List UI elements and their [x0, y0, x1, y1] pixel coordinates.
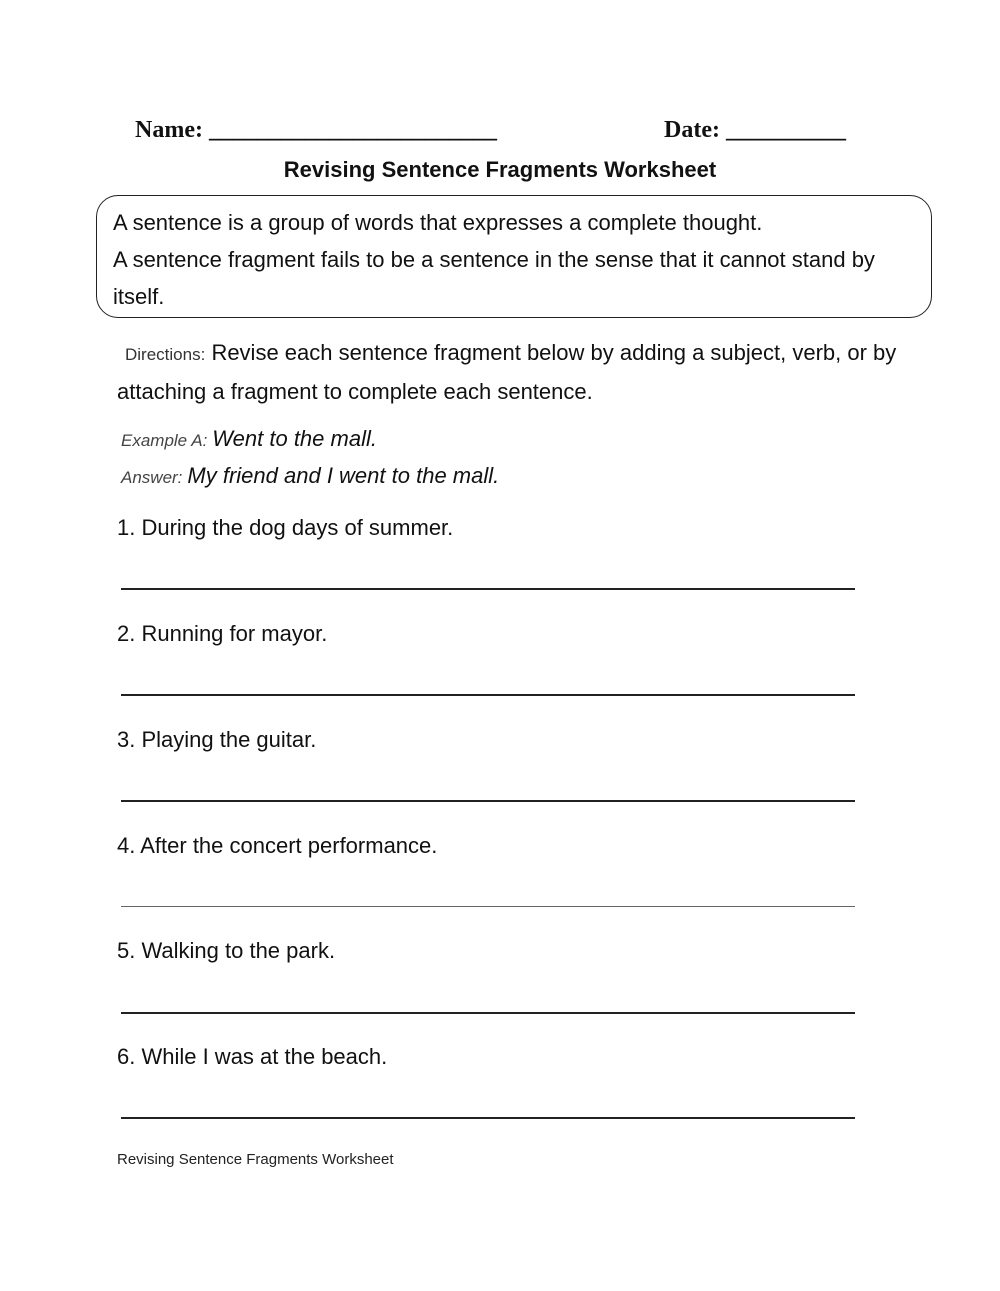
answer-line-2[interactable]	[121, 694, 855, 696]
definition-text	[113, 204, 928, 315]
example-text: Went to the mall.	[212, 426, 377, 451]
answer-line-6[interactable]	[121, 1117, 855, 1119]
date-field-label: Date: __________	[664, 117, 846, 143]
question-6: 6. While I was at the beach.	[117, 1044, 388, 1069]
question-4: 4. After the concert performance.	[117, 833, 438, 858]
worksheet-title: Revising Sentence Fragments Worksheet	[283, 157, 717, 182]
answer-line-1[interactable]	[121, 588, 855, 590]
question-1: 1. During the dog days of summer.	[117, 515, 454, 540]
question-2: 2. Running for mayor.	[117, 621, 328, 646]
answer-line-3[interactable]	[121, 800, 855, 802]
answer-line-5[interactable]	[121, 1012, 855, 1014]
directions-label: Directions:	[125, 345, 206, 364]
example-answer-line	[121, 461, 499, 493]
answer-label: Answer:	[121, 468, 183, 487]
answer-text: My friend and I went to the mall.	[187, 463, 500, 488]
example-line	[121, 424, 377, 456]
question-5: 5. Walking to the park.	[117, 938, 336, 963]
question-3: 3. Playing the guitar.	[117, 727, 317, 752]
page-footer: Revising Sentence Fragments Worksheet	[117, 1151, 394, 1168]
name-field-label: Name: ________________________	[135, 117, 497, 143]
definition-line-1: A sentence is a group of words that expresses a complete thought.	[113, 210, 763, 235]
directions-text: Revise each sentence fragment below by adding a subject, verb, or by attaching a fragment to complete each sentence.	[117, 340, 897, 404]
directions	[117, 334, 897, 410]
definition-line-2: A sentence fragment fails to be a sentence in the sense that it cannot stand by itself.	[113, 247, 875, 309]
example-label: Example A:	[121, 431, 208, 450]
answer-line-4[interactable]	[121, 906, 855, 907]
